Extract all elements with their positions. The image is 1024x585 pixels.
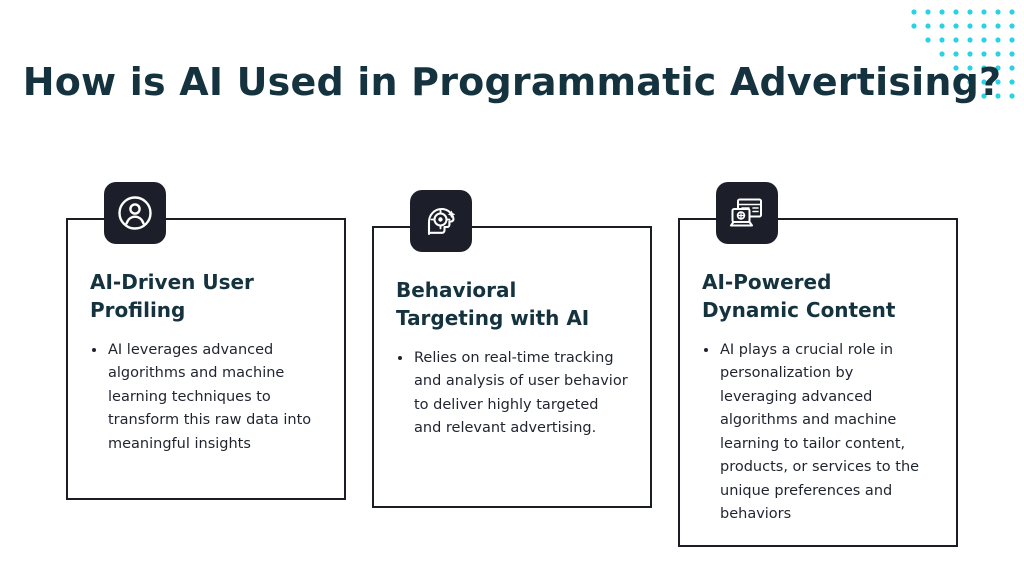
head-target-icon bbox=[410, 190, 472, 252]
card-title: AI-Powered Dynamic Content bbox=[702, 270, 896, 323]
card-ai-powered-dynamic-content bbox=[678, 218, 958, 547]
user-profile-icon bbox=[104, 182, 166, 244]
card-bullet-list bbox=[90, 339, 322, 456]
card-bullet-list bbox=[396, 347, 628, 441]
list-item: AI plays a crucial role in personalization by leveraging advanced algorithms and machine learning to tailor content, products, or services to the unique preferences and behaviors bbox=[702, 339, 934, 527]
card-ai-driven-user-profiling bbox=[66, 218, 346, 500]
card-group bbox=[0, 218, 1024, 523]
page-title: How is AI Used in Programmatic Advertising? bbox=[22, 60, 1002, 104]
list-item: AI leverages advanced algorithms and machine learning techniques to transform this raw data into meaningful insights bbox=[90, 339, 322, 456]
card-title: AI-Driven User Profiling bbox=[90, 270, 254, 323]
card-bullet-list bbox=[702, 339, 934, 527]
card-title: Behavioral Targeting with AI bbox=[396, 278, 590, 331]
list-item: Relies on real-time tracking and analysis of user behavior to deliver highly targeted and relevant advertising. bbox=[396, 347, 628, 441]
content-layout-icon bbox=[716, 182, 778, 244]
card-behavioral-targeting-with-ai bbox=[372, 226, 652, 508]
